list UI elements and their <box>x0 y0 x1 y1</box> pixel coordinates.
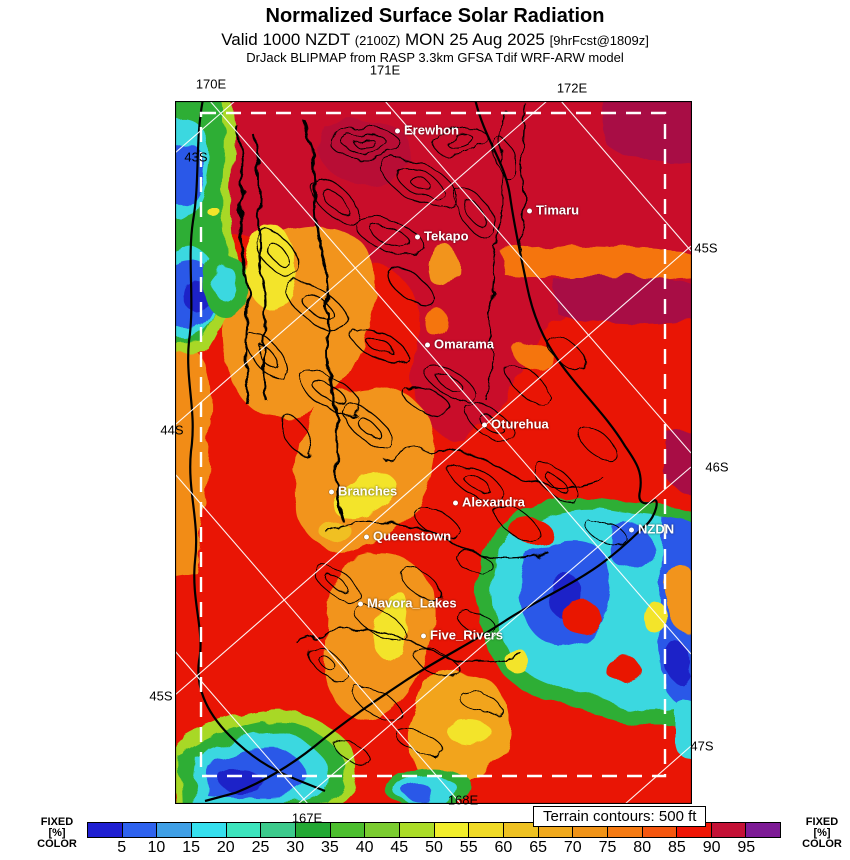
grid-label-172e: 172E <box>556 80 588 96</box>
place-label: Branches <box>338 483 398 499</box>
colorbar-segment <box>365 823 400 837</box>
valid-date: MON 25 Aug 2025 <box>405 30 545 49</box>
place-label: Queenstown <box>373 528 452 544</box>
colorbar-segment <box>469 823 504 837</box>
colorbar-tick: 50 <box>425 839 443 856</box>
place-label: Oturehua <box>491 416 549 432</box>
place-dot-icon <box>453 501 458 506</box>
place-marker-erewhon <box>395 123 459 138</box>
place-dot-icon <box>329 490 334 495</box>
colorbar-segment <box>712 823 747 837</box>
place-dot-icon <box>415 235 420 240</box>
grid-label-47s: 47S <box>690 738 714 754</box>
place-label: Five_Rivers <box>430 627 503 643</box>
valid-zulu: (2100Z) <box>354 33 401 48</box>
header <box>20 4 850 67</box>
colorbar-tick: 40 <box>355 839 374 856</box>
colorbar-segment <box>157 823 192 837</box>
grid-label-45s: 45S <box>694 240 718 256</box>
place-marker-nzdn <box>629 522 674 537</box>
colorbar-tick: 20 <box>216 839 235 856</box>
colorbar-segment <box>746 823 780 837</box>
grid-label-46s: 46S <box>705 459 729 475</box>
fixed-color-label-left: FIXED [%] COLOR <box>37 816 77 850</box>
colorbar-ticks <box>87 838 781 860</box>
place-marker-branches <box>329 484 397 499</box>
colorbar-tick: 5 <box>117 839 127 856</box>
place-dot-icon <box>395 129 400 134</box>
place-marker-tekapo <box>415 229 469 244</box>
colorbar-tick: 45 <box>390 839 409 856</box>
colorbar-tick: 70 <box>563 839 582 856</box>
grid-label-44s: 44S <box>160 422 184 438</box>
valid-line <box>20 29 850 50</box>
grid-label-167e: 167E <box>291 810 323 826</box>
place-dot-icon <box>482 423 487 428</box>
colorbar-tick: 15 <box>182 839 200 856</box>
place-dot-icon <box>364 535 369 540</box>
colorbar-tick: 10 <box>147 839 166 856</box>
colorbar-segment <box>227 823 262 837</box>
map-plot <box>175 101 692 804</box>
valid-fcst: [9hrFcst@1809z] <box>549 33 649 48</box>
grid-label-43s: 43S <box>184 149 208 165</box>
place-marker-queenstown <box>364 529 451 544</box>
place-label: Erewhon <box>404 122 459 138</box>
grid-label-170e: 170E <box>195 76 227 92</box>
grid-label-45s: 45S <box>149 688 173 704</box>
place-marker-mavora_lakes <box>358 596 457 611</box>
colorbar-segment <box>400 823 435 837</box>
map-canvas <box>175 101 692 804</box>
place-dot-icon <box>358 602 363 607</box>
colorbar-tick: 30 <box>286 839 305 856</box>
colorbar-tick: 65 <box>529 839 547 856</box>
place-label: Alexandra <box>462 494 525 510</box>
place-label: Mavora_Lakes <box>367 595 457 611</box>
place-marker-omarama <box>425 337 494 352</box>
place-dot-icon <box>629 528 634 533</box>
colorbar-segment <box>192 823 227 837</box>
colorbar-segment <box>88 823 123 837</box>
page-title: Normalized Surface Solar Radiation <box>265 5 605 27</box>
colorbar-tick: 35 <box>320 839 339 856</box>
colorbar-segment <box>261 823 296 837</box>
place-dot-icon <box>421 634 426 639</box>
fixed-color-label-right: FIXED [%] COLOR <box>802 816 842 850</box>
place-marker-alexandra <box>453 495 525 510</box>
colorbar-tick: 90 <box>702 839 721 856</box>
colorbar-tick: 55 <box>459 839 478 856</box>
colorbar-tick: 95 <box>737 839 756 856</box>
terrain-contours-note: Terrain contours: 500 ft <box>533 806 706 827</box>
colorbar-segment <box>123 823 158 837</box>
grid-label-171e: 171E <box>369 62 401 78</box>
grid-label-168e: 168E <box>447 792 479 808</box>
place-label: NZDN <box>638 521 675 537</box>
place-label: Omarama <box>434 336 494 352</box>
model-line: DrJack BLIPMAP from RASP 3.3km GFSA Tdif WRF-ARW model <box>246 50 624 66</box>
colorbar-tick: 25 <box>251 839 270 856</box>
colorbar-segment <box>331 823 366 837</box>
place-label: Timaru <box>536 202 580 218</box>
place-marker-five_rivers <box>421 628 503 643</box>
place-label: Tekapo <box>424 228 469 244</box>
place-marker-timaru <box>527 203 579 218</box>
colorbar-segment <box>435 823 470 837</box>
place-dot-icon <box>425 343 430 348</box>
valid-prefix: Valid 1000 NZDT <box>221 30 351 49</box>
colorbar-tick: 80 <box>633 839 652 856</box>
place-dot-icon <box>527 209 532 214</box>
colorbar-tick: 60 <box>494 839 513 856</box>
place-marker-oturehua <box>482 417 549 432</box>
colorbar-tick: 85 <box>667 839 686 856</box>
colorbar-tick: 75 <box>598 839 617 856</box>
